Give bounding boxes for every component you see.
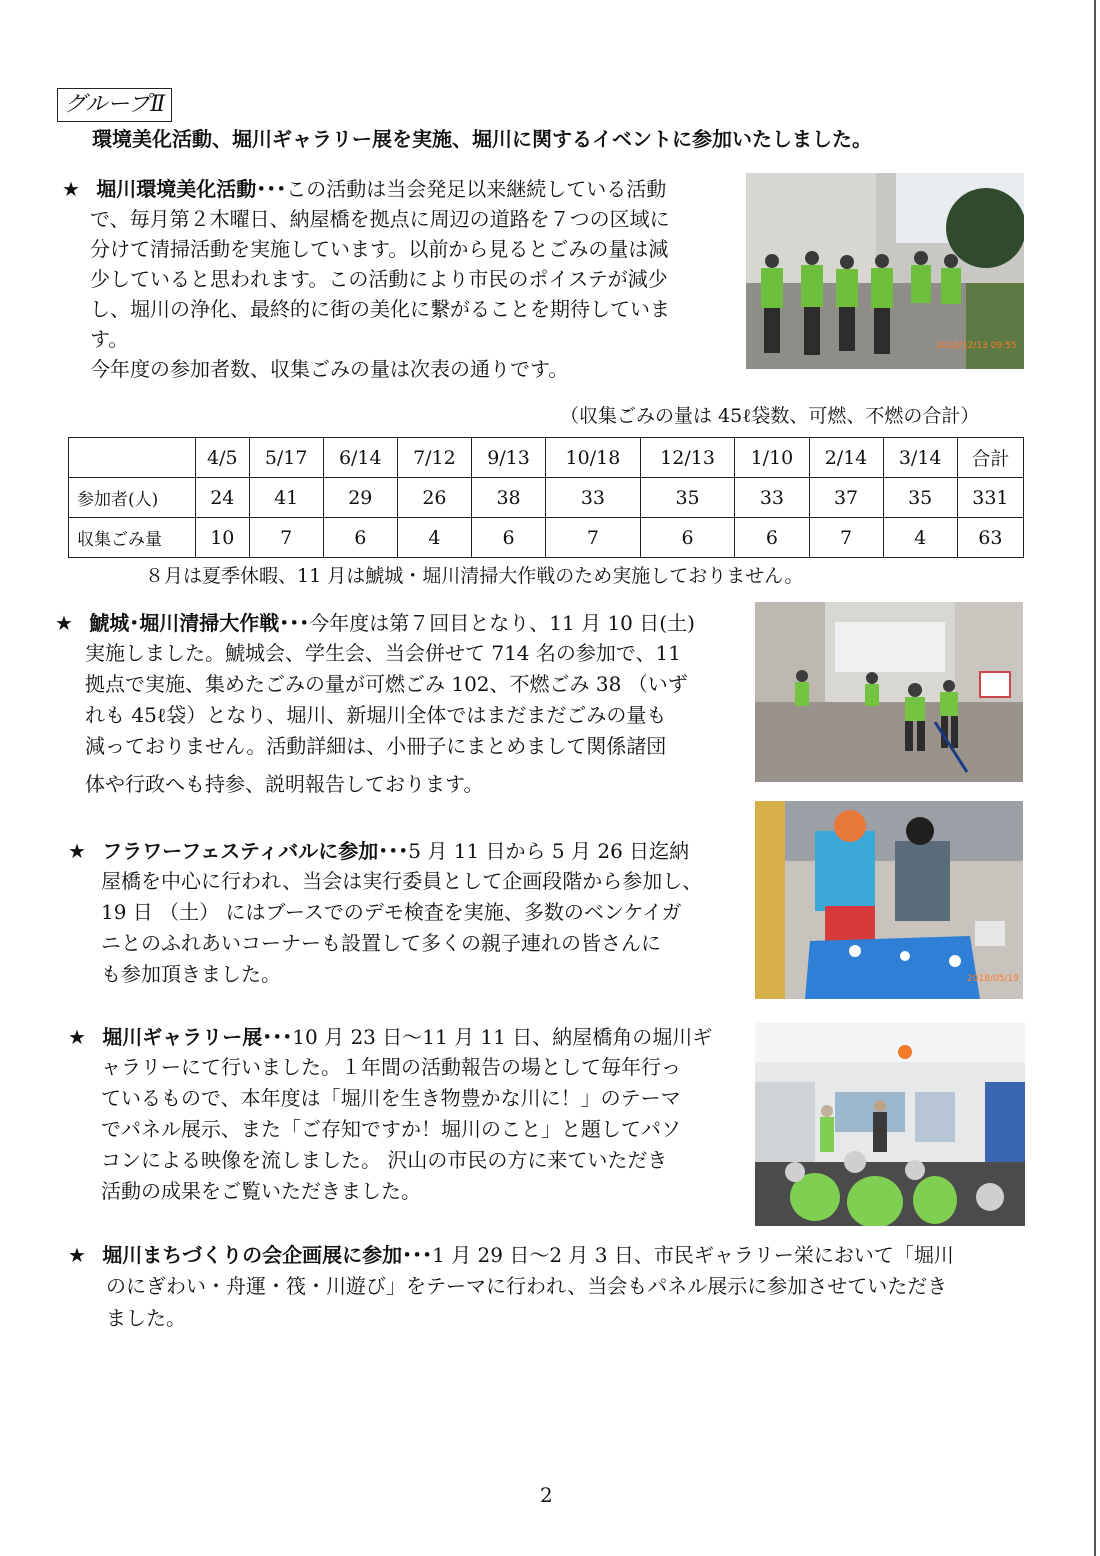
table-cell: 10: [196, 518, 250, 558]
section-heading: フラワーフェスティバルに参加･･･: [102, 839, 409, 863]
text-line: 19 日 （土） にはブースでのデモ検査を実施、多数のベンケイガ: [101, 900, 682, 924]
text-line: のにぎわい・舟運・筏・川遊び」をテーマに行われ、当会もパネル展示に参加させていただき: [106, 1274, 948, 1298]
table-header-cell: 12/13: [640, 438, 735, 478]
table-cell: 6: [471, 518, 545, 558]
table-cell: 6: [640, 518, 735, 558]
table-cell: 41: [249, 478, 323, 518]
table-cell: 35: [640, 478, 735, 518]
text-line: 減っておりません。活動詳細は、小冊子にまとめまして関係諸団: [85, 734, 667, 758]
section-cleanup-operation: [55, 608, 755, 800]
lead-text: 環境美化活動、堀川ギャラリー展を実施、堀川に関するイベントに参加いたしました。: [92, 127, 872, 151]
text-line: 実施しました。鯱城会、学生会、当会併せて 714 名の参加で、11: [85, 641, 681, 665]
text-line: す。: [90, 327, 129, 351]
photo-gallery-exhibit: [755, 1022, 1025, 1226]
table-header-cell: 10/18: [546, 438, 641, 478]
photo-date-stamp: 2018/12/13 09:55: [936, 341, 1017, 351]
table-cell: 4: [883, 518, 957, 558]
text-line: 屋橋を中心に行われ、当会は実行委員として企画段階から参加し、: [101, 869, 703, 893]
text-line: コンによる映像を流しました。 沢山の市民の方に来ていただき: [101, 1148, 668, 1172]
table-header-row: [69, 438, 1024, 478]
photo-street-cleanup: [755, 602, 1023, 782]
table-header-cell: 1/10: [735, 438, 809, 478]
table-cell: 331: [957, 478, 1023, 518]
text-line: 分けて清掃活動を実施しています。以前から見るとごみの量は減: [90, 237, 669, 261]
text-line: 10 月 23 日～11 月 11 日、納屋橋角の堀川ギ: [292, 1025, 713, 1049]
table-header-cell: 5/17: [249, 438, 323, 478]
text-line: れも 45ℓ袋）となり、堀川、新堀川全体ではまだまだごみの量も: [85, 703, 667, 727]
table-cell: 35: [883, 478, 957, 518]
text-line: 今年度は第７回目となり、11 月 10 日(土): [309, 611, 695, 635]
star-icon: ★: [68, 1243, 86, 1267]
table-cell: 7: [809, 518, 883, 558]
table-cell: 26: [397, 478, 471, 518]
section-heading: 堀川環境美化活動･･･: [96, 177, 287, 201]
section-town-planning: [68, 1240, 1048, 1334]
table-cell: 6: [323, 518, 397, 558]
star-icon: ★: [68, 839, 86, 863]
text-line: でパネル展示、また「ご存知ですか！堀川のこと」と題してパソ: [101, 1117, 681, 1141]
text-line: し、堀川の浄化、最終的に街の美化に繋がることを期待していま: [90, 297, 670, 321]
photo-flower-festival: [755, 801, 1023, 999]
table-cell: 24: [196, 478, 250, 518]
photo-date-stamp: 2018/05/19: [967, 974, 1019, 984]
photo-cleanup-group: [746, 173, 1024, 369]
text-line: 活動の成果をご覧いただきました。: [101, 1179, 421, 1203]
page-number: 2: [540, 1483, 553, 1507]
table-cell: 6: [735, 518, 809, 558]
text-line: ニとのふれあいコーナーも設置して多くの親子連れの皆さんに: [101, 931, 661, 955]
text-line: で、毎月第２木曜日、納屋橋を拠点に周辺の道路を７つの区域に: [90, 207, 670, 231]
text-line: ャラリーにて行いました。１年間の活動報告の場として毎年行っ: [101, 1055, 681, 1079]
text-line: 今年度の参加者数、収集ごみの量は次表の通りです。: [90, 357, 569, 381]
table-footnote: ８月は夏季休暇、11 月は鯱城・堀川清掃大作戦のため実施しておりません。: [145, 565, 804, 587]
group-label: グループⅡ: [57, 88, 172, 122]
table-cell: 7: [546, 518, 641, 558]
text-line: ているもので、本年度は「堀川を生き物豊かな川に！」のテーマ: [101, 1086, 681, 1110]
section-heading: 鯱城･堀川清掃大作戦･･･: [89, 611, 310, 635]
table-cell: 29: [323, 478, 397, 518]
table-cell: 33: [546, 478, 641, 518]
table-cell: 33: [735, 478, 809, 518]
text-line: 拠点で実施、集めたごみの量が可燃ごみ 102、不燃ごみ 38 （いず: [85, 672, 688, 696]
table-header-cell: 2/14: [809, 438, 883, 478]
table-cell: 37: [809, 478, 883, 518]
table-cell: 63: [957, 518, 1023, 558]
text-line: 少していると思われます。この活動により市民のポイステが減少: [90, 267, 668, 291]
section-gallery-exhibit: [68, 1022, 748, 1207]
table-header-cell: 6/14: [323, 438, 397, 478]
table-header-cell: 3/14: [883, 438, 957, 478]
table-note: （収集ごみの量は 45ℓ袋数、可燃、不燃の合計）: [560, 405, 980, 427]
stats-table: [68, 437, 1024, 558]
text-line: ました。: [106, 1306, 186, 1330]
table-row-label: 参加者(人): [69, 478, 196, 518]
table-row: [69, 518, 1024, 558]
text-line: も参加頂きました。: [101, 962, 281, 986]
table-row-label: 収集ごみ量: [69, 518, 196, 558]
table-header-cell: 合計: [957, 438, 1023, 478]
table-row: [69, 478, 1024, 518]
star-icon: ★: [62, 177, 80, 201]
text-line: 5 月 11 日から 5 月 26 日迄納: [408, 839, 690, 863]
table-header-cell: 9/13: [471, 438, 545, 478]
text-line: 1 月 29 日～2 月 3 日、市民ギャラリー栄において「堀川: [432, 1243, 954, 1267]
text-line: 体や行政へも持参、説明報告しております。: [85, 772, 484, 796]
star-icon: ★: [55, 611, 73, 635]
text-line: この活動は当会発足以来継続している活動: [286, 177, 667, 201]
section-beautification: [62, 174, 742, 384]
table-cell: 4: [397, 518, 471, 558]
section-heading: 堀川まちづくりの会企画展に参加･･･: [102, 1243, 433, 1267]
section-heading: 堀川ギャラリー展･･･: [102, 1025, 293, 1049]
section-flower-festival: [68, 836, 748, 990]
table-cell: 38: [471, 478, 545, 518]
table-header-cell: 4/5: [196, 438, 250, 478]
table-header-cell: 7/12: [397, 438, 471, 478]
table-cell: 7: [249, 518, 323, 558]
star-icon: ★: [68, 1025, 86, 1049]
table-header-cell: [69, 438, 196, 478]
page-edge: [1094, 0, 1096, 1556]
